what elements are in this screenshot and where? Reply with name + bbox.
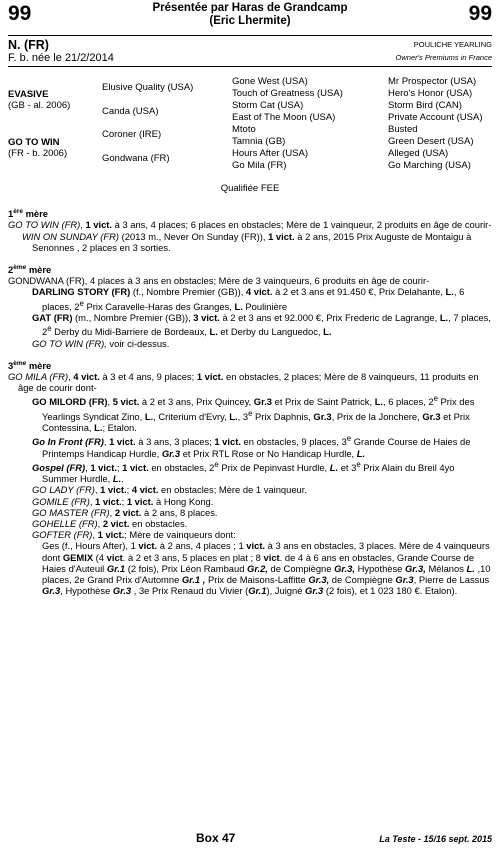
section-heading: 3ème mère [8,359,52,371]
ped-g2: Coroner (IRE) [102,129,162,140]
ped-g3: Touch of Greatness (USA) [232,88,343,99]
produce-record: GO TO WIN (FR), voir ci-dessus. [32,337,170,349]
dam-record: GO MILA (FR), 4 vict. à 3 et 4 ans, 9 places; 1 vict. en obstacles, 2 places; Mère de 8 vainqueurs, 11 produits en âge de courir dont- [8,371,479,394]
sire-info: (GB - al. 2006) [8,100,71,111]
ped-g3: Hours After (USA) [232,148,309,159]
pedigree-rule [8,66,492,67]
ped-g4: Storm Bird (CAN) [388,100,462,111]
footer-place: La Teste - 15/16 sept. 2015 [379,834,492,844]
produce-record: GO MASTER (FR), 2 vict. à 2 ans, 8 places. [32,506,218,518]
ped-g4: Green Desert (USA) [388,136,474,147]
sire-name: EVASIVE [8,89,49,100]
ped-g3: Mtoto [232,124,256,135]
produce-record: Ges (f., Hours After), 1 vict. à 2 ans, 4 places ; 1 vict. à 3 ans en obstacles, 3 places. Mère de 4 vainqueurs dont GEMIX (4 vict. à 2 et 3 ans, 5 places en plat ; 8 vict. de 4 à 6 ans en obstacles, Grande Course de Haies d'Auteuil Gr.1 (2 fois), Prix Léon Rambaud Gr.2, de Compiègne Gr.3, Hypothèse Gr.3, Mélanos L. ,10 places, 2e Grand Prix d'Automne Gr.1 , Prix de Maisons-Laffitte Gr.3, de Compiègne Gr.3, Pierre de Lassus Gr.3, Hypothèse Gr.3 , 3e Prix Renaud du Vivier (Gr.1), Juigné Gr.3 (2 fois), et 1 023 180 €. Etalon). [42,540,491,597]
dam-info: (FR - b. 2006) [8,148,68,159]
header-rule [8,35,492,36]
ped-g2: Elusive Quality (USA) [102,82,194,93]
premiums-note: Owner's Premiums in France [395,53,492,62]
section-heading: 2ème mère [8,263,52,276]
produce-record: GOFTER (FR), 1 vict.; Mère de vainqueurs dont: [32,529,236,541]
ped-g3: Go Mila (FR) [232,160,287,171]
footer-box: Box 47 [196,831,236,845]
ped-g3: Gone West (USA) [232,76,308,87]
ped-g2: Canda (USA) [102,106,159,117]
horse-name: N. (FR) [8,38,49,52]
lot-number-right: 99 [468,2,492,25]
dam-name: GO TO WIN [8,137,60,148]
produce-record: Go In Front (FR), 1 vict. à 3 ans, 3 places; 1 vict. en obstacles, 9 places, 3e Grande Course de Haies de Printemps Handicap Hurdle, Gr.3 et Prix RTL Rose or No Handicap Hurdle, L. [32,434,471,459]
produce-record: GOMILE (FR), 1 vict.; 1 vict. à Hong Kong. [32,495,214,507]
dam-record: GONDWANA (FR), 4 places à 3 ans en obstacles; Mère de 3 vainqueurs, 6 produits en âge de courir- [8,275,430,287]
presenter-block [0,2,500,28]
produce-record: WIN ON SUNDAY (FR) (2013 m., Never On Sunday (FR)), 1 vict. à 2 ans, 2015 Prix Auguste de Montaigu à Senonnes , 2 places en 3 sorties. [22,230,472,253]
produce-record: GO MILORD (FR), 5 vict. à 2 et 3 ans, Prix Quincey, Gr.3 et Prix de Saint Patrick, L., 6 places, 2e Prix des Yearlings Syndicat Zino, L., Criterium d'Evry, L., 3e Prix Daphnis, Gr.3, Prix de la Jonchere, Gr.3 et Prix Contessina, L.; Etalon. [32,394,475,434]
lot-number-left: 99 [8,2,32,25]
ped-g3: Tamnia (GB) [232,136,286,147]
category: POULICHE YEARLING [413,40,492,49]
produce-record: GAT (FR) (m., Nombre Premier (GB)), 3 vict. à 2 et 3 ans et 92.000 €, Prix Frederic de Lagrange, L., 7 places, 2e Derby du Midi-Barriere de Bordeaux, L. et Derby du Languedoc, L. [32,312,491,338]
ped-g2: Gondwana (FR) [102,153,170,164]
produce-record: DARLING STORY (FR) (f., Nombre Premier (GB)), 4 vict. à 2 et 3 ans et 91.450 €, Prix Delahante, L., 6 places, 2e Prix Caravelle-Haras des Granges, L. Poulinière [32,286,465,312]
ped-g4: Go Marching (USA) [388,160,471,171]
ped-g4: Mr Prospector (USA) [388,76,477,87]
section-heading: 1ère mère [8,208,49,220]
produce-record: GOHELLE (FR), 2 vict. en obstacles. [32,518,188,529]
ped-g4: Alleged (USA) [388,148,449,159]
ped-g4: Private Account (USA) [388,112,483,123]
ped-g4: Busted [388,124,418,135]
presenter: Présentée par Haras de Grandcamp [152,2,348,14]
produce-record: Gospel (FR), 1 vict.; 1 vict. en obstacles, 2e Prix de Pepinvast Hurdle, L. et 3e Prix Alain du Breil 4yo Summer Hurdle, L.. [32,459,455,485]
ped-g4: Hero's Honor (USA) [388,88,473,99]
pedigree-table [0,75,500,175]
ped-g3: East of The Moon (USA) [232,112,336,123]
family-notes [8,206,492,596]
birth-info: F. b. née le 21/2/2014 [8,52,114,64]
dam-record: GO TO WIN (FR), 1 vict. à 3 ans, 4 places; 6 places en obstacles; Mère de 1 vainqueur, 2 produits en âge de courir- [8,219,492,231]
produce-record: GO LADY (FR), 1 vict.; 4 vict. en obstacles; Mère de 1 vainqueur. [32,484,307,496]
ped-g3: Storm Cat (USA) [232,100,304,111]
qualification: Qualifiée FEE [220,183,280,194]
consignor: (Eric Lhermite) [209,15,291,27]
